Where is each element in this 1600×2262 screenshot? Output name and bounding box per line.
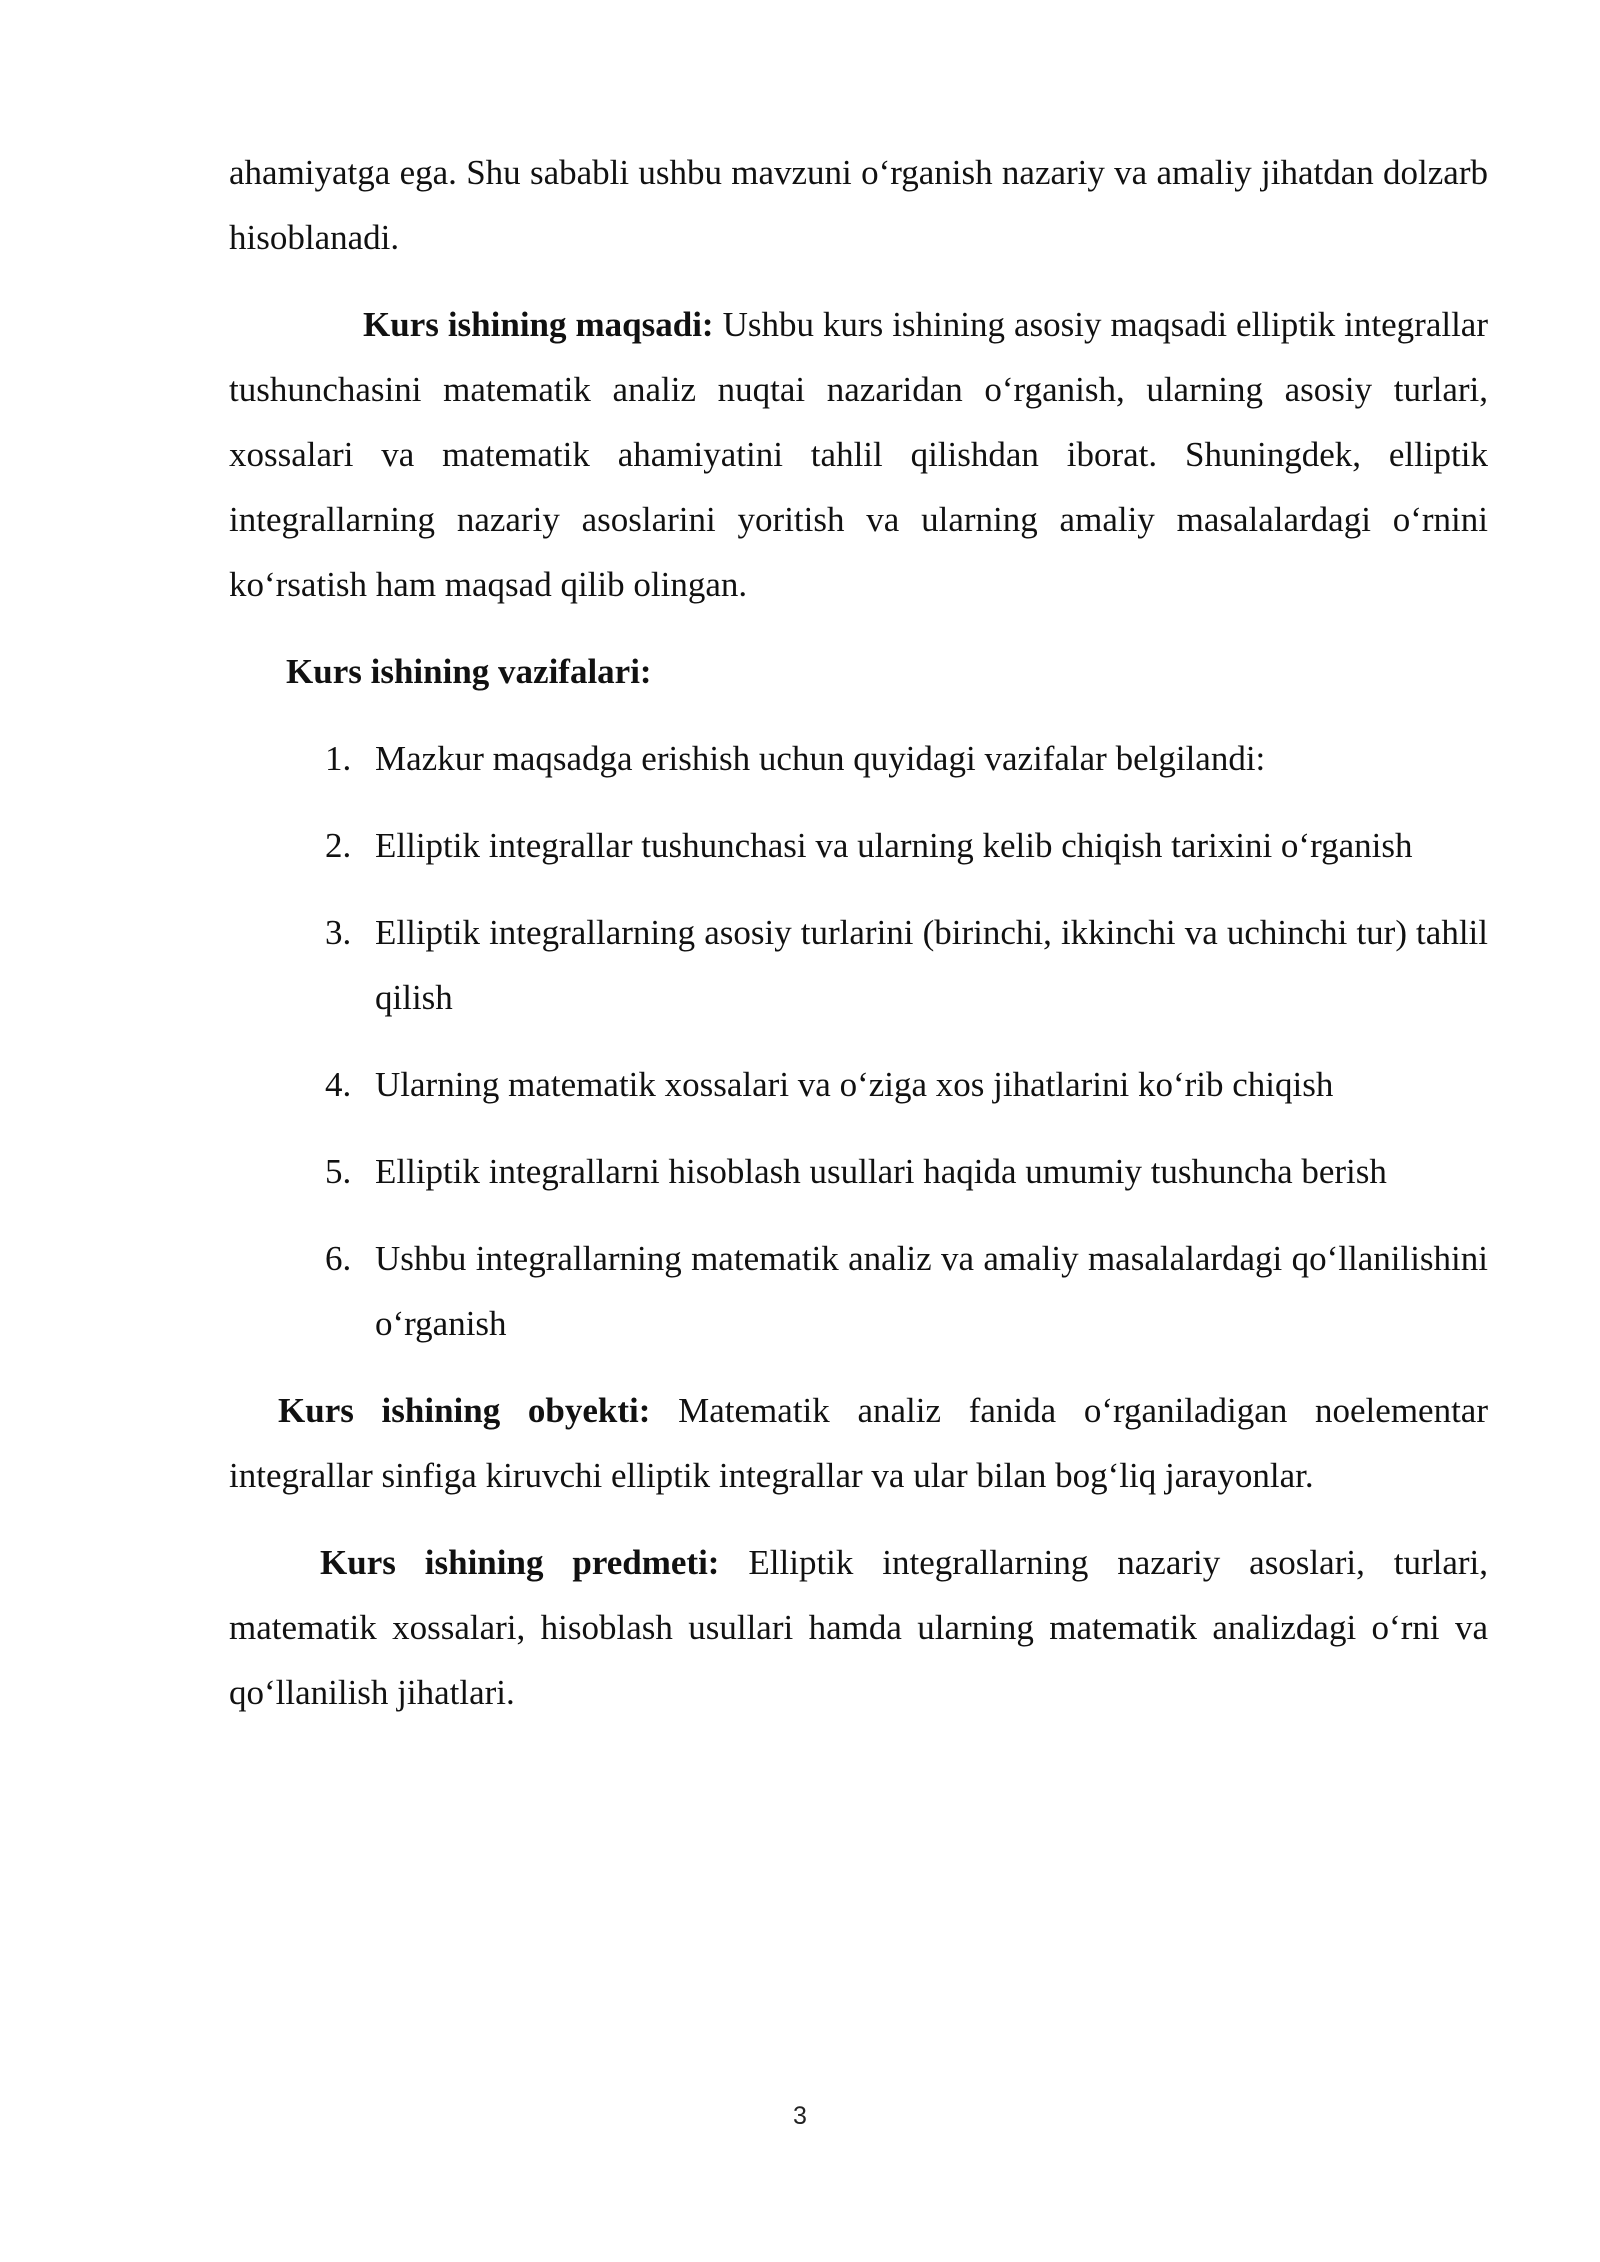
list-item	[229, 1052, 1488, 1117]
subject-text: Elliptik integrallarning nazariy asoslari, turlari, matematik xossalari, hisoblash usullari hamda ularning matematik analizdagi o‘rni va qo‘llanilish jihatlari.	[229, 1543, 1489, 1712]
list-item-number: 3.	[325, 913, 352, 952]
list-item	[229, 813, 1488, 878]
page-number: 3	[793, 2102, 807, 2130]
goal-text: Ushbu kurs ishining asosiy maqsadi elliptik integrallar tushunchasini matematik analiz nuqtai nazaridan o‘rganish, ularning asosiy turlari, xossalari va matematik ahamiyatini tahlil qilishdan iborat. Shuningdek, elliptik integrallarning nazariy asoslarini yoritish va ularning amaliy masalalardagi o‘rnini ko‘rsatish ham maqsad qilib olingan.	[229, 305, 1488, 604]
goal-paragraph	[229, 292, 1488, 617]
list-item-number: 6.	[325, 1239, 352, 1278]
object-paragraph	[229, 1378, 1488, 1508]
list-item-text: Ushbu integrallarning matematik analiz va amaliy masalalardagi qo‘llanilishini o‘rganish	[375, 1239, 1488, 1343]
subject-label: Kurs ishining predmeti:	[320, 1543, 720, 1582]
document-page	[229, 140, 1488, 1725]
object-label: Kurs ishining obyekti:	[278, 1391, 651, 1430]
goal-label: Kurs ishining maqsadi:	[363, 305, 714, 344]
list-item-number: 4.	[325, 1065, 352, 1104]
list-item	[229, 1139, 1488, 1204]
list-item-text: Ularning matematik xossalari va o‘ziga xos jihatlarini ko‘rib chiqish	[375, 1065, 1334, 1104]
list-item-number: 2.	[325, 826, 352, 865]
object-text: Matematik analiz fanida o‘rganiladigan noelementar integrallar sinfiga kiruvchi elliptik integrallar va ular bilan bog‘liq jarayonlar.	[229, 1391, 1488, 1495]
tasks-heading	[229, 639, 1488, 704]
list-item-text: Elliptik integrallarni hisoblash usullari haqida umumiy tushuncha berish	[375, 1152, 1387, 1191]
list-item	[229, 726, 1488, 791]
list-item	[229, 1226, 1488, 1356]
subject-paragraph	[229, 1530, 1488, 1725]
list-item-text: Mazkur maqsadga erishish uchun quyidagi vazifalar belgilandi:	[375, 739, 1266, 778]
list-item	[229, 900, 1488, 1030]
list-item-number: 5.	[325, 1152, 352, 1191]
tasks-list	[229, 726, 1488, 1356]
intro-text: ahamiyatga ega. Shu sababli ushbu mavzuni o‘rganish nazariy va amaliy jihatdan dolzarb hisoblanadi.	[229, 153, 1488, 257]
intro-paragraph	[229, 140, 1488, 270]
list-item-text: Elliptik integrallarning asosiy turlarini (birinchi, ikkinchi va uchinchi tur) tahlil qilish	[375, 913, 1488, 1017]
list-item-number: 1.	[325, 739, 352, 778]
list-item-text: Elliptik integrallar tushunchasi va ularning kelib chiqish tarixini o‘rganish	[375, 826, 1413, 865]
tasks-label: Kurs ishining vazifalari:	[286, 652, 652, 691]
